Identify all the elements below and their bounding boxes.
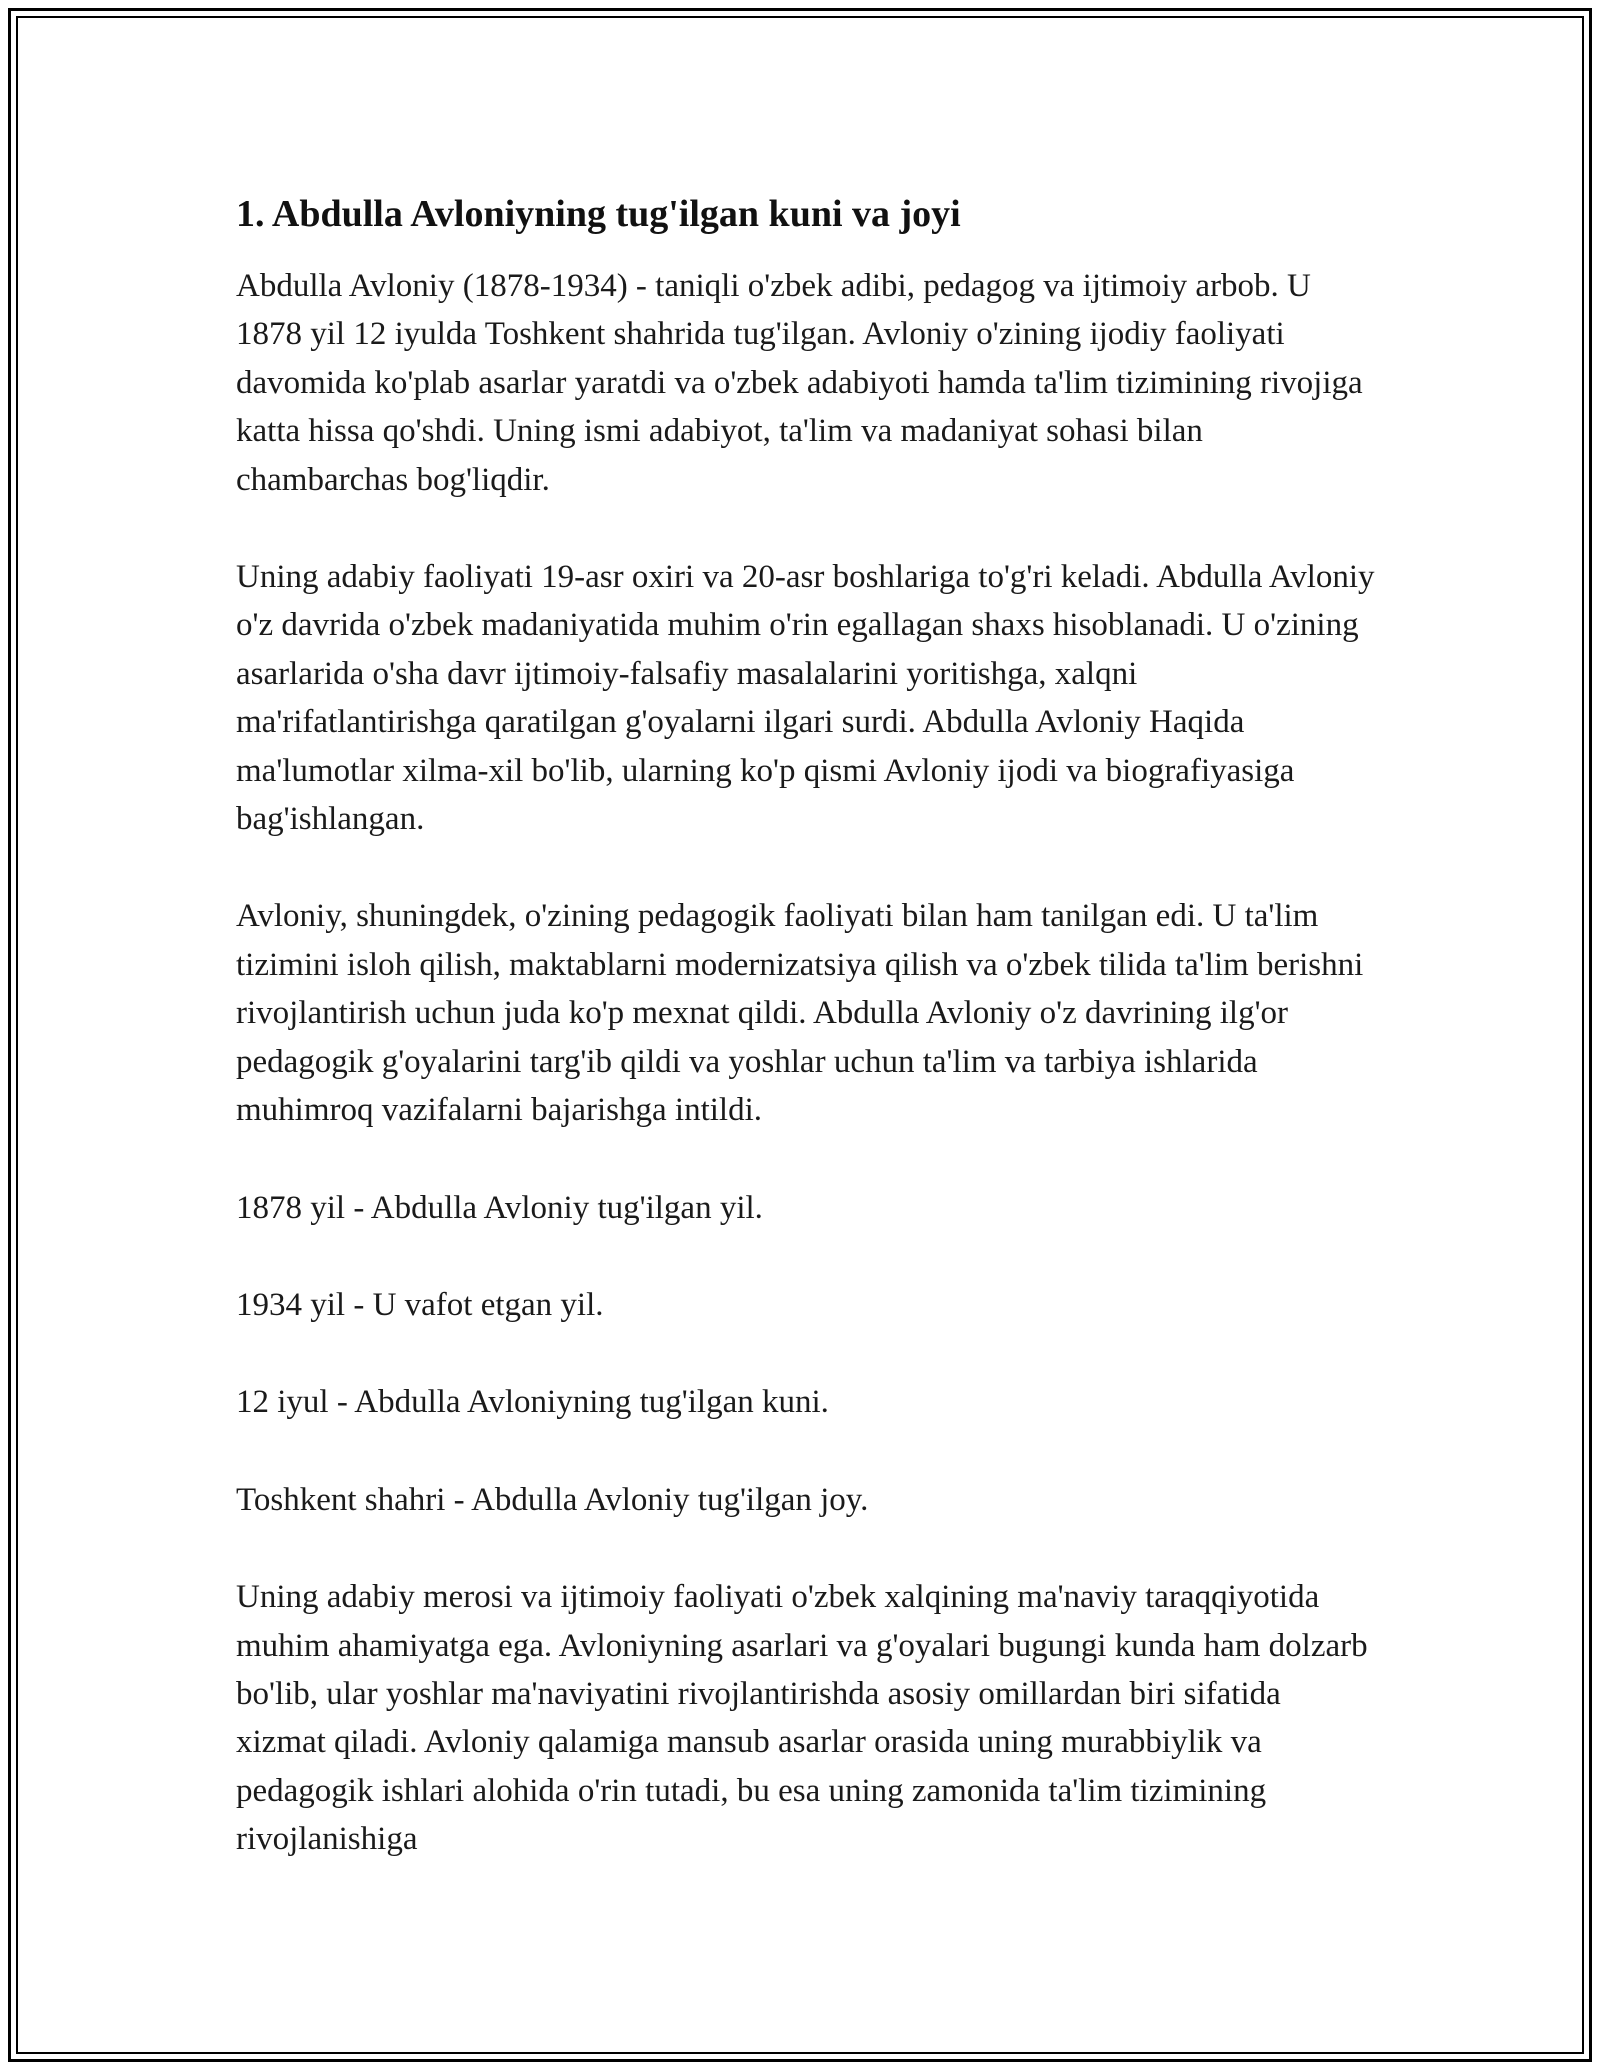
fact-birth-place: Toshkent shahri - Abdulla Avloniy tug'ilgan joy.	[236, 1481, 869, 1518]
fact-birth-date: 12 iyul - Abdulla Avloniyning tug'ilgan kuni.	[236, 1384, 829, 1421]
paragraph-literary-activity: Uning adabiy faoliyati 19-asr oxiri va 20-asr boshlariga to'g'ri keladi. Abdulla Avloniy o'z davrida o'zbek madaniyatida muhim o'rin egallagan shaxs hisoblanadi. U o'zining asarlarida o'sha davr ijtimoiy-falsafiy masalalarini yoritishga, xalqni ma'rifatlantirishga qaratilgan g'oyalarni ilgari surdi. Abdulla Avloniy Haqida ma'lumotlar xilma-xil bo'lib, ularning ko'p qismi Avloniy ijodi va biografiyasiga bag'ishlangan.	[236, 559, 1375, 838]
fact-death-year: 1934 yil - U vafot etgan yil.	[236, 1286, 604, 1323]
paragraph-legacy: Uning adabiy merosi va ijtimoiy faoliyati o'zbek xalqining ma'naviy taraqqiyotida muhim ahamiyatga ega. Avloniyning asarlari va g'oyalari bugungi kunda ham dolzarb bo'lib, ular yoshlar ma'naviyatini rivojlantirishda asosiy omillardan biri sifatida xizmat qiladi. Avloniy qalamiga mansub asarlar orasida uning murabbiylik va pedagogik ishlari alohida o'rin tutadi, bu esa uning zamonida ta'lim tizimining rivojlanishiga	[236, 1579, 1368, 1858]
fact-birth-year: 1878 yil - Abdulla Avloniy tug'ilgan yil.	[236, 1189, 763, 1226]
document-body	[236, 186, 1376, 1913]
section-heading: 1. Abdulla Avloniyning tug'ilgan kuni va joyi	[236, 193, 961, 235]
paragraph-pedagogical-activity: Avloniy, shuningdek, o'zining pedagogik faoliyati bilan ham tanilgan edi. U ta'lim tizimini isloh qilish, maktablarni modernizatsiya qilish va o'zbek tilida ta'lim berishni rivojlantirish uchun juda ko'p mexnat qildi. Abdulla Avloniy o'z davrining ilg'or pedagogik g'oyalarini targ'ib qildi va yoshlar uchun ta'lim va tarbiya ishlarida muhimroq vazifalarni bajarishga intildi.	[236, 898, 1364, 1129]
paragraph-biography-intro: Abdulla Avloniy (1878-1934) - taniqli o'zbek adibi, pedagog va ijtimoiy arbob. U 1878 yil 12 iyulda Toshkent shahrida tug'ilgan. Avloniy o'zining ijodiy faoliyati davomida ko'plab asarlar yaratdi va o'zbek adabiyoti hamda ta'lim tizimining rivojiga katta hissa qo'shdi. Uning ismi adabiyot, ta'lim va madaniyat sohasi bilan chambarchas bog'liqdir.	[236, 268, 1363, 498]
